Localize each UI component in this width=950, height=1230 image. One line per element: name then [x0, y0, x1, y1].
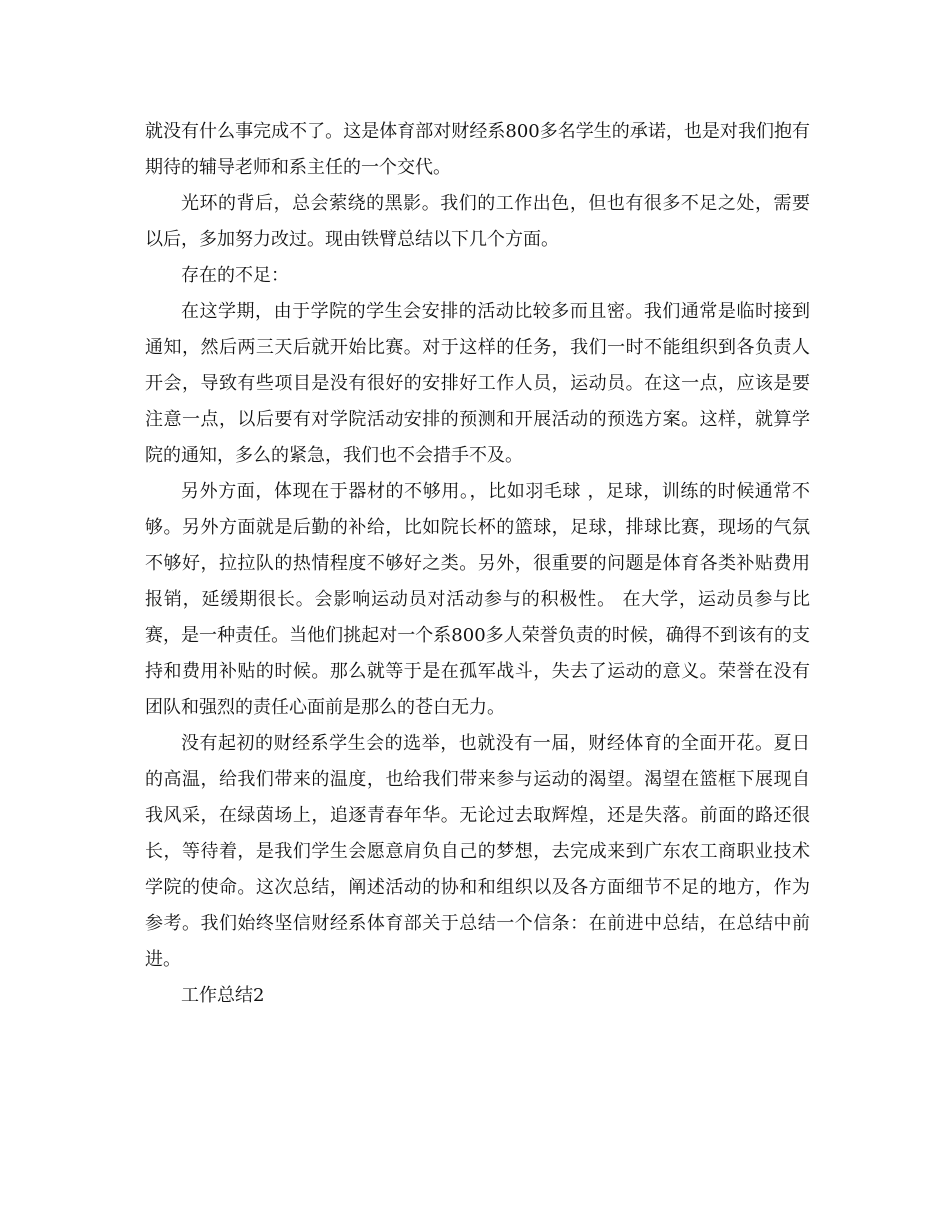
paragraph-shortcomings-intro: 光环的背后，总会萦绕的黑影。我们的工作出色，但也有很多不足之处，需要以后，多加努力改过。现由铁臂总结以下几个方面。 [145, 193, 810, 250]
section-heading-shortcomings: 存在的不足： [181, 265, 289, 286]
paragraph-conclusion: 没有起初的财经系学生会的选举，也就没有一届，财经体育的全面开花。夏日的高温，给我们带来的温度，也给我们带来参与运动的渴望。渴望在篮框下展现自我风采，在绿茵场上，追逐青春年华。无论过去取辉煌，还是失落。前面的路还很长，等待着，是我们学生会愿意肩负自己的梦想，去完成来到广东农工商职业技术学院的使命。这次总结，阐述活动的协和和组织以及各方面细节不足的地方，作为参考。我们始终坚信财经系体育部关于总结一个信条：在前进中总结，在总结中前进。 [145, 733, 810, 970]
paragraph-scheduling: 在这学期，由于学院的学生会安排的活动比较多而且密。我们通常是临时接到通知，然后两三天后就开始比赛。对于这样的任务，我们一时不能组织到各负责人开会，导致有些项目是没有很好的安排好工作人员，运动员。在这一点，应该是要注意一点，以后要有对学院活动安排的预测和开展活动的预选方案。这样，就算学院的通知，多么的紧急，我们也不会措手不及。 [145, 301, 810, 466]
paragraph-continuation: 就没有什么事完成不了。这是体育部对财经系800多名学生的承诺，也是对我们抱有期待的辅导老师和系主任的一个交代。 [145, 121, 810, 178]
section-heading-summary-2: 工作总结2 [181, 985, 265, 1006]
paragraph-equipment: 另外方面，体现在于器材的不够用。，比如羽毛球 ，足球，训练的时候通常不够。另外方面就是后勤的补给，比如院长杯的篮球，足球，排球比赛，现场的气氛不够好，拉拉队的热情程度不够好之类。另外，很重要的问题是体育各类补贴费用报销，延缓期很长。会影响运动员对活动参与的积极性。 在大学，运动员参与比赛，是一种责任。当他们挑起对一个系800多人荣誉负责的时候，确得不到该有的支持和费用补贴的时候。那么就等于是在孤军战斗，失去了运动的意义。荣誉在没有团队和强烈的责任心面前是那么的苍白无力。 [145, 481, 810, 718]
